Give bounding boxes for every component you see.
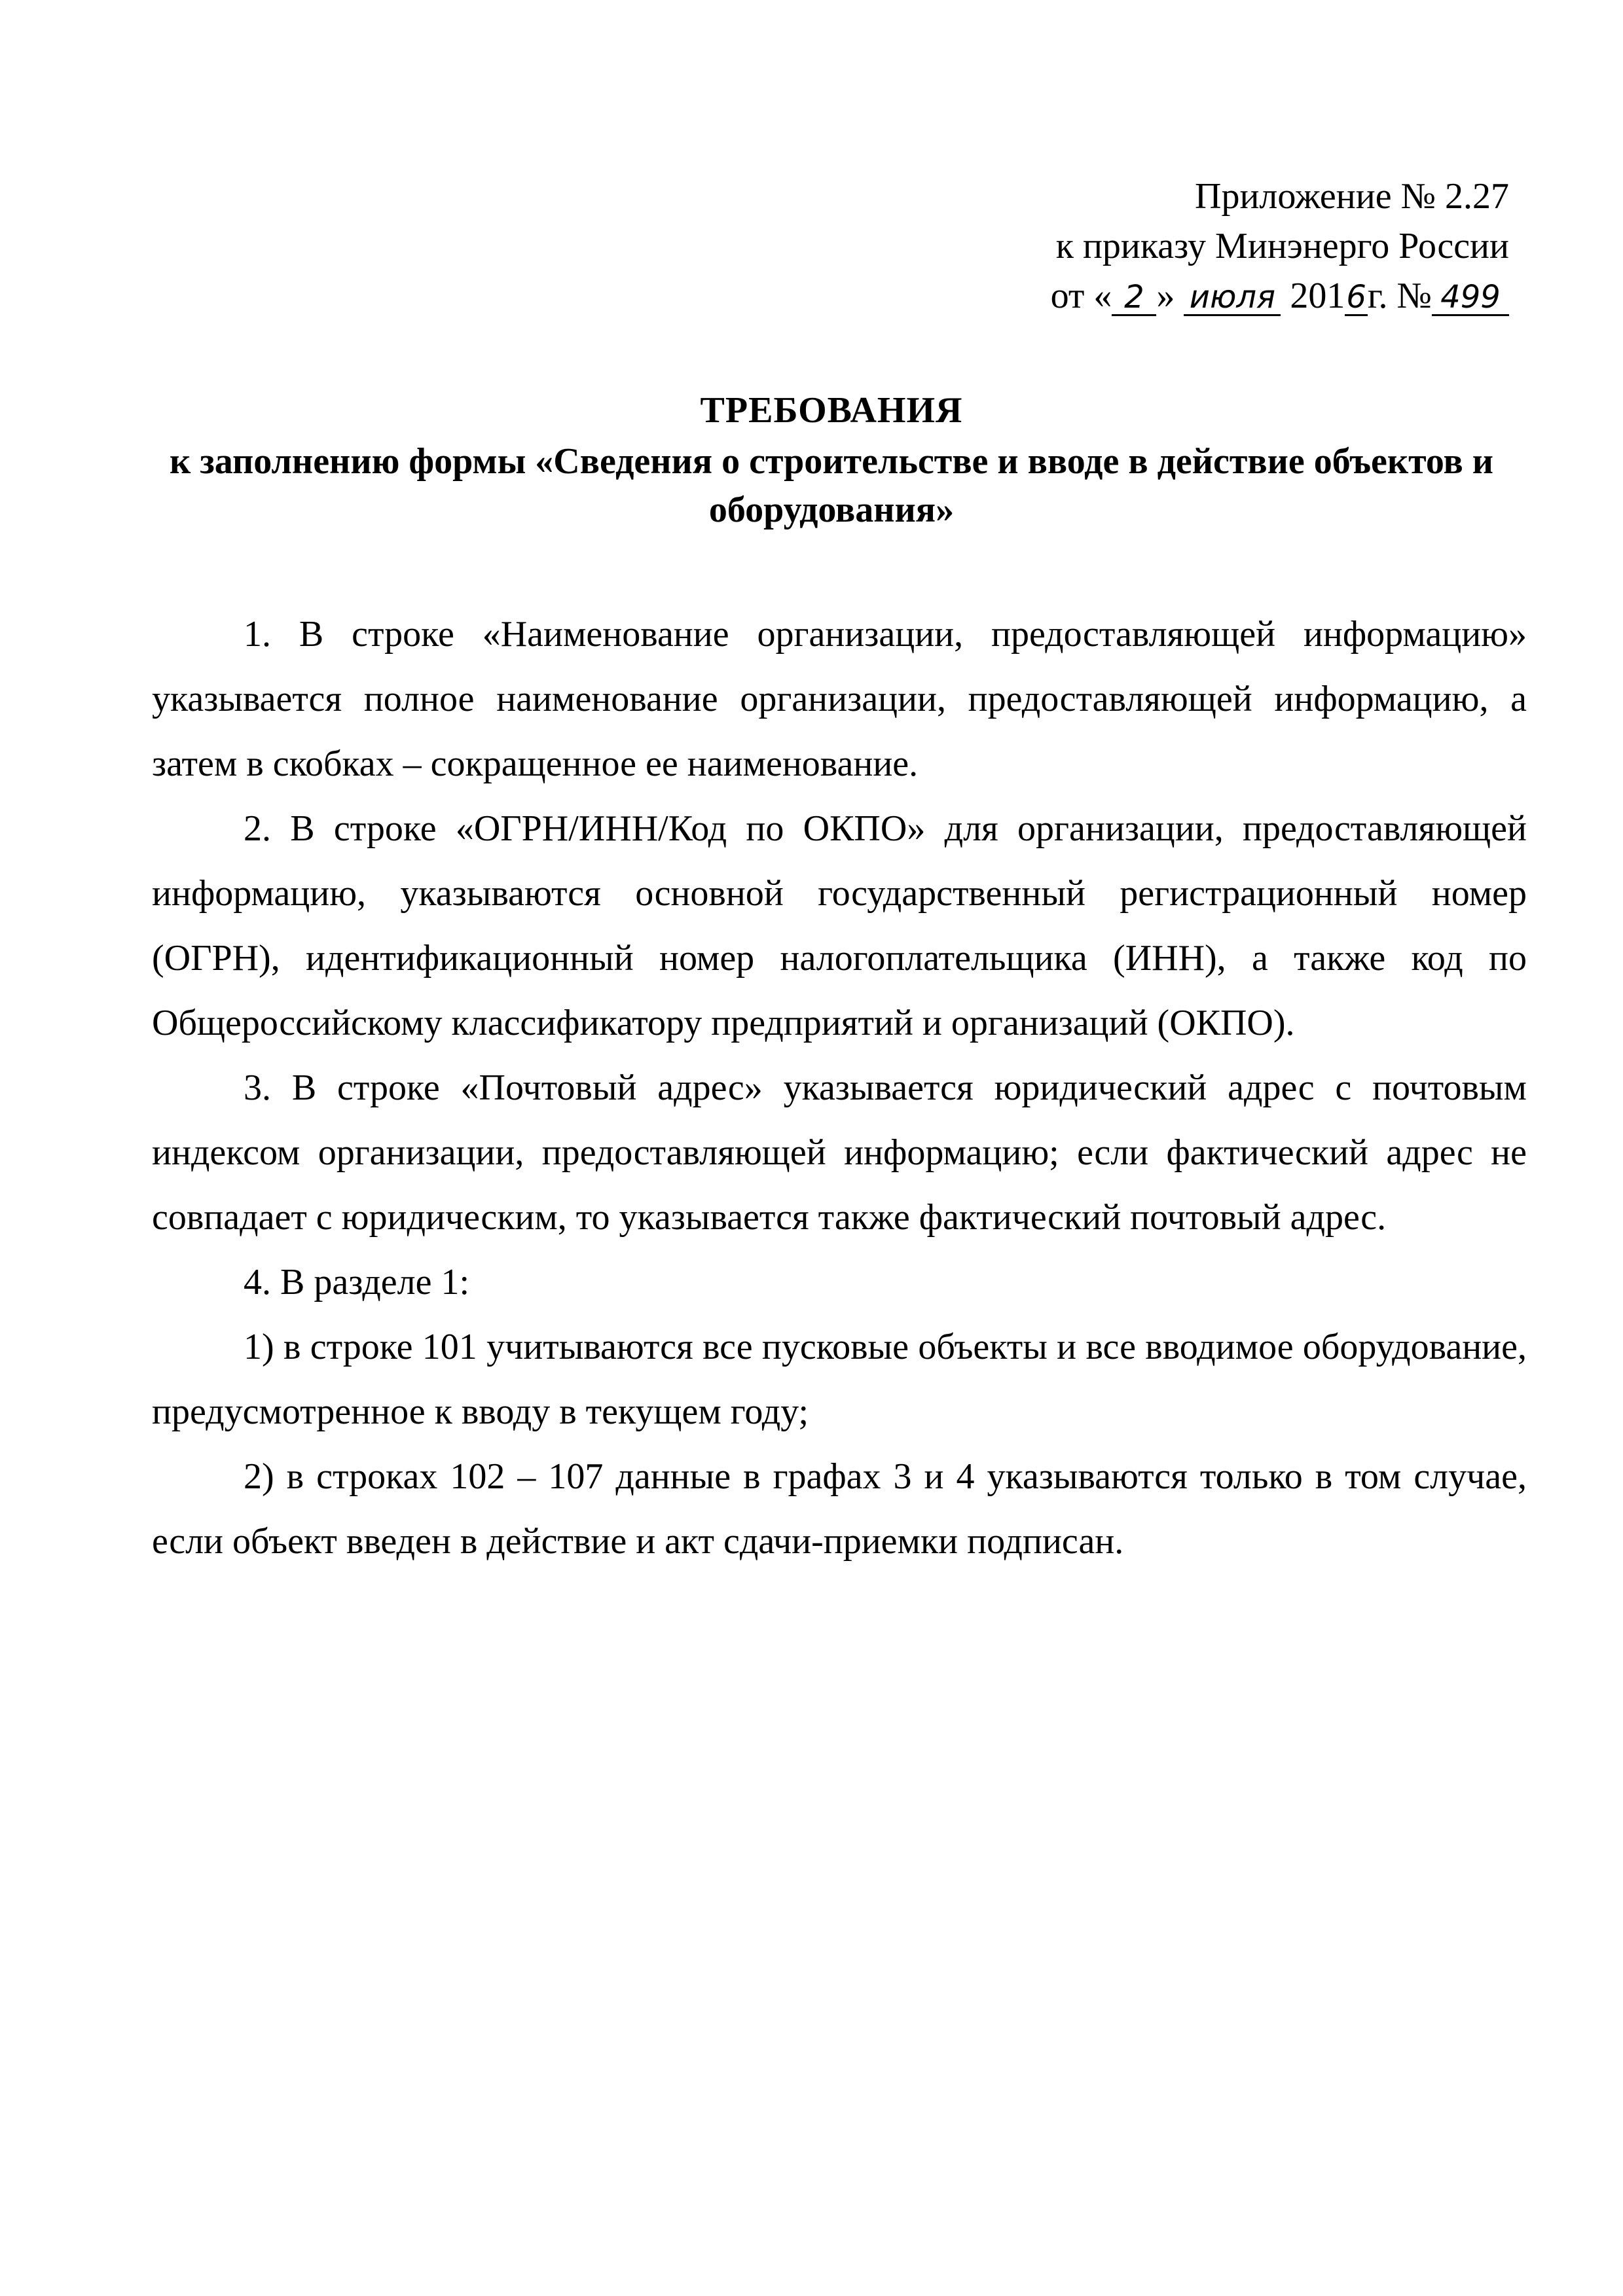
paragraph-3: 3. В строке «Почтовый адрес» указывается юридический адрес с почтовым индексом организации, предоставляющей информацию; если фактический адрес не совпадает с юридическим, то указывается также фактический почтовый адрес.	[152, 1067, 1527, 1238]
document-title	[151, 386, 1512, 534]
document-header	[920, 171, 1509, 321]
handwritten-year-digit: 6	[1346, 279, 1366, 315]
handwritten-month: июля	[1184, 280, 1281, 316]
handwritten-day: 2	[1112, 280, 1156, 316]
paragraph-2: 2. В строке «ОГРН/ИНН/Код по ОКПО» для организации, предоставляющей информацию, указываются основной государственный регистрационный номер (ОГРН), идентификационный номер налогоплательщика (ИНН), а также код по Общероссийскому классификатору предприятий и организаций (ОКПО).	[152, 808, 1527, 1043]
title-main: ТРЕБОВАНИЯ	[700, 390, 963, 431]
paragraph-4-item-1: 1) в строке 101 учитываются все пусковые объекты и все вводимое оборудование, предусмотренное к вводу в текущем году;	[152, 1327, 1527, 1432]
paragraph-4-item-2: 2) в строках 102 – 107 данные в графах 3 и 4 указываются только в том случае, если объект введен в действие и акт сдачи-приемки подписан.	[152, 1456, 1527, 1562]
appendix-number: Приложение № 2.27	[1195, 176, 1509, 217]
order-reference: к приказу Минэнерго России	[1055, 226, 1509, 266]
handwritten-order-number: 499	[1432, 280, 1509, 316]
title-subtitle: к заполнению формы «Сведения о строительстве и вводе в действие объектов и оборудования»	[169, 441, 1494, 530]
date-year-prefix: 201	[1290, 276, 1345, 316]
paragraph-1: 1. В строке «Наименование организации, предоставляющей информацию» указывается полное наименование организации, предоставляющей информацию, а затем в скобках – сокращенное ее наименование.	[152, 614, 1527, 784]
date-prefix: от «	[1050, 276, 1112, 316]
date-mid: »	[1156, 276, 1175, 316]
order-date-line	[920, 271, 1509, 321]
paragraph-4: 4. В разделе 1:	[244, 1262, 470, 1302]
date-year-suffix: г. №	[1367, 276, 1432, 316]
document-body	[152, 602, 1527, 1574]
